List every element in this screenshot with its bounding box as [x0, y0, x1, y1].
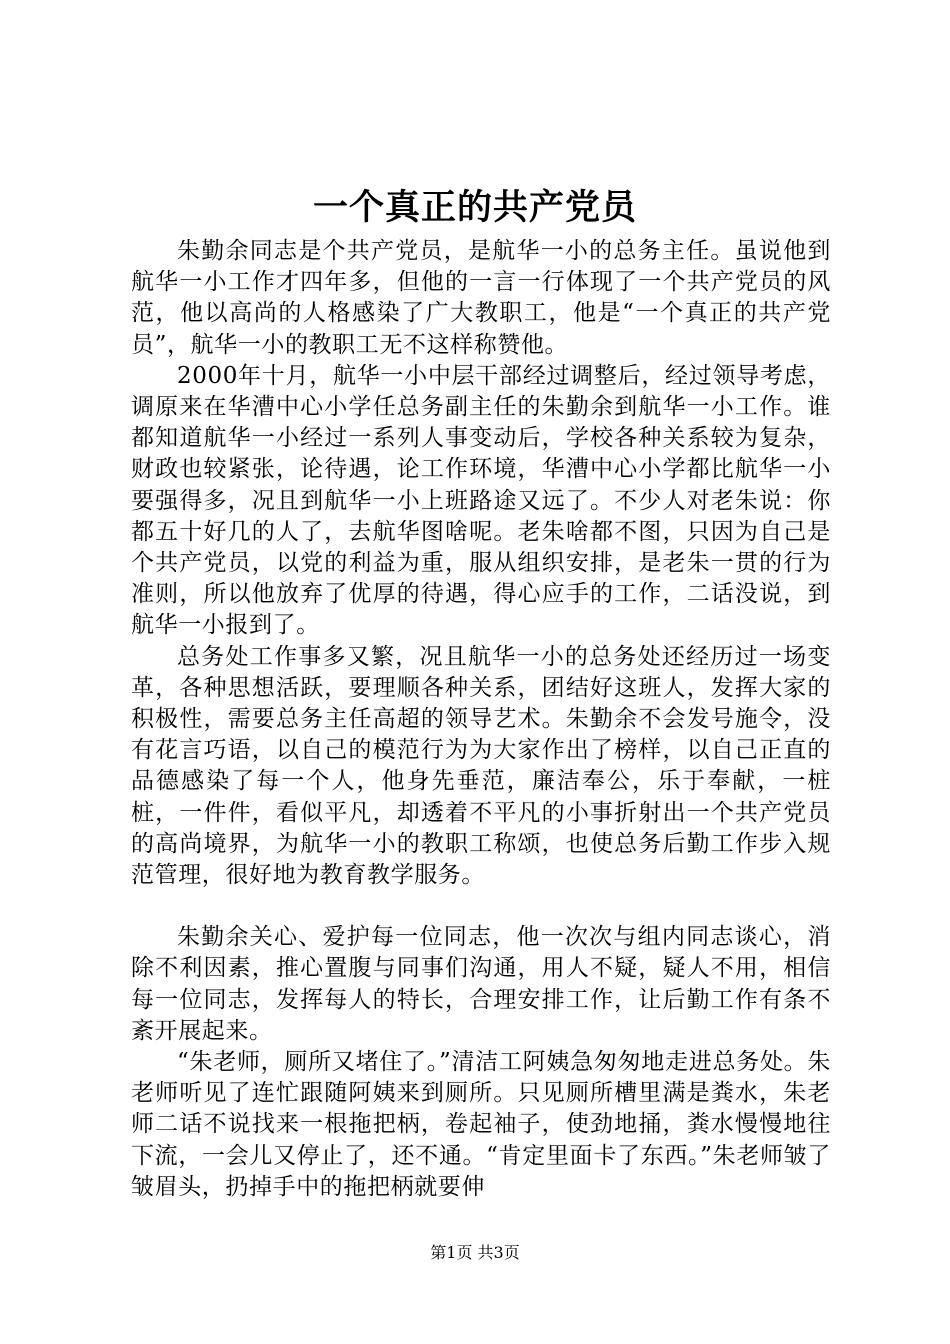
- document-body: [131, 236, 831, 1203]
- paragraph-4: 朱勤余关心、爱护每一位同志，他一次次与组内同志谈心，消除不利因素，推心置腹与同事们沟通，用人不疑，疑人不用，相信每一位同志，发挥每人的特长，合理安排工作，让后勤工作有条不紊开展起来。: [131, 924, 831, 1044]
- paragraph-1: 朱勤余同志是个共产党员，是航华一小的总务主任。虽说他到航华一小工作才四年多，但他的一言一行体现了一个共产党员的风范，他以高尚的人格感染了广大教职工，他是“一个真正的共产党员”，航华一小的教职工无不这样称赞他。: [131, 238, 831, 358]
- paragraph-5: “朱老师，厕所又堵住了。”清洁工阿姨急匆匆地走进总务处。朱老师听见了连忙跟随阿姨来到厕所。只见厕所槽里满是粪水，朱老师二话不说找来一根拖把柄，卷起袖子，使劲地捅，粪水慢慢地往下流，一会儿又停止了，还不通。“肯定里面卡了东西。”朱老师皱了皱眉头，扔掉手中的拖把柄就要伸: [131, 1049, 831, 1200]
- paragraph-3: 总务处工作事多又繁，况且航华一小的总务处还经历过一场变革，各种思想活跃，要理顺各种关系，团结好这班人，发挥大家的积极性，需要总务主任高超的领导艺术。朱勤余不会发号施令，没有花言巧语，以自己的模范行为为大家作出了榜样，以自己正直的品德感染了每一个人，他身先垂范，廉洁奉公，乐于奉献，一桩桩，一件件，看似平凡，却透着不平凡的小事折射出一个共产党员的高尚境界，为航华一小的教职工称颂，也使总务后勤工作步入规范管理，很好地为教育教学服务。: [131, 643, 831, 889]
- paragraph-spacer: [131, 891, 831, 922]
- page-number-footer: 第1页 共3页: [430, 1243, 520, 1262]
- paragraph-2: 2000年十月，航华一小中层干部经过调整后，经过领导考虑，调原来在华漕中心小学任总务副主任的朱勤余到航华一小工作。谁都知道航华一小经过一系列人事变动后，学校各种关系较为复杂，财政也较紧张，论待遇，论工作环境，华漕中心小学都比航华一小要强得多，况且到航华一小上班路途又远了。不少人对老朱说：你都五十好几的人了，去航华图啥呢。老朱啥都不图，只因为自己是个共产党员，以党的利益为重，服从组织安排，是老朱一贯的行为准则，所以他放弃了优厚的待遇，得心应手的工作，二话没说，到航华一小报到了。: [131, 362, 831, 639]
- document-title: 一个真正的共产党员: [312, 187, 637, 228]
